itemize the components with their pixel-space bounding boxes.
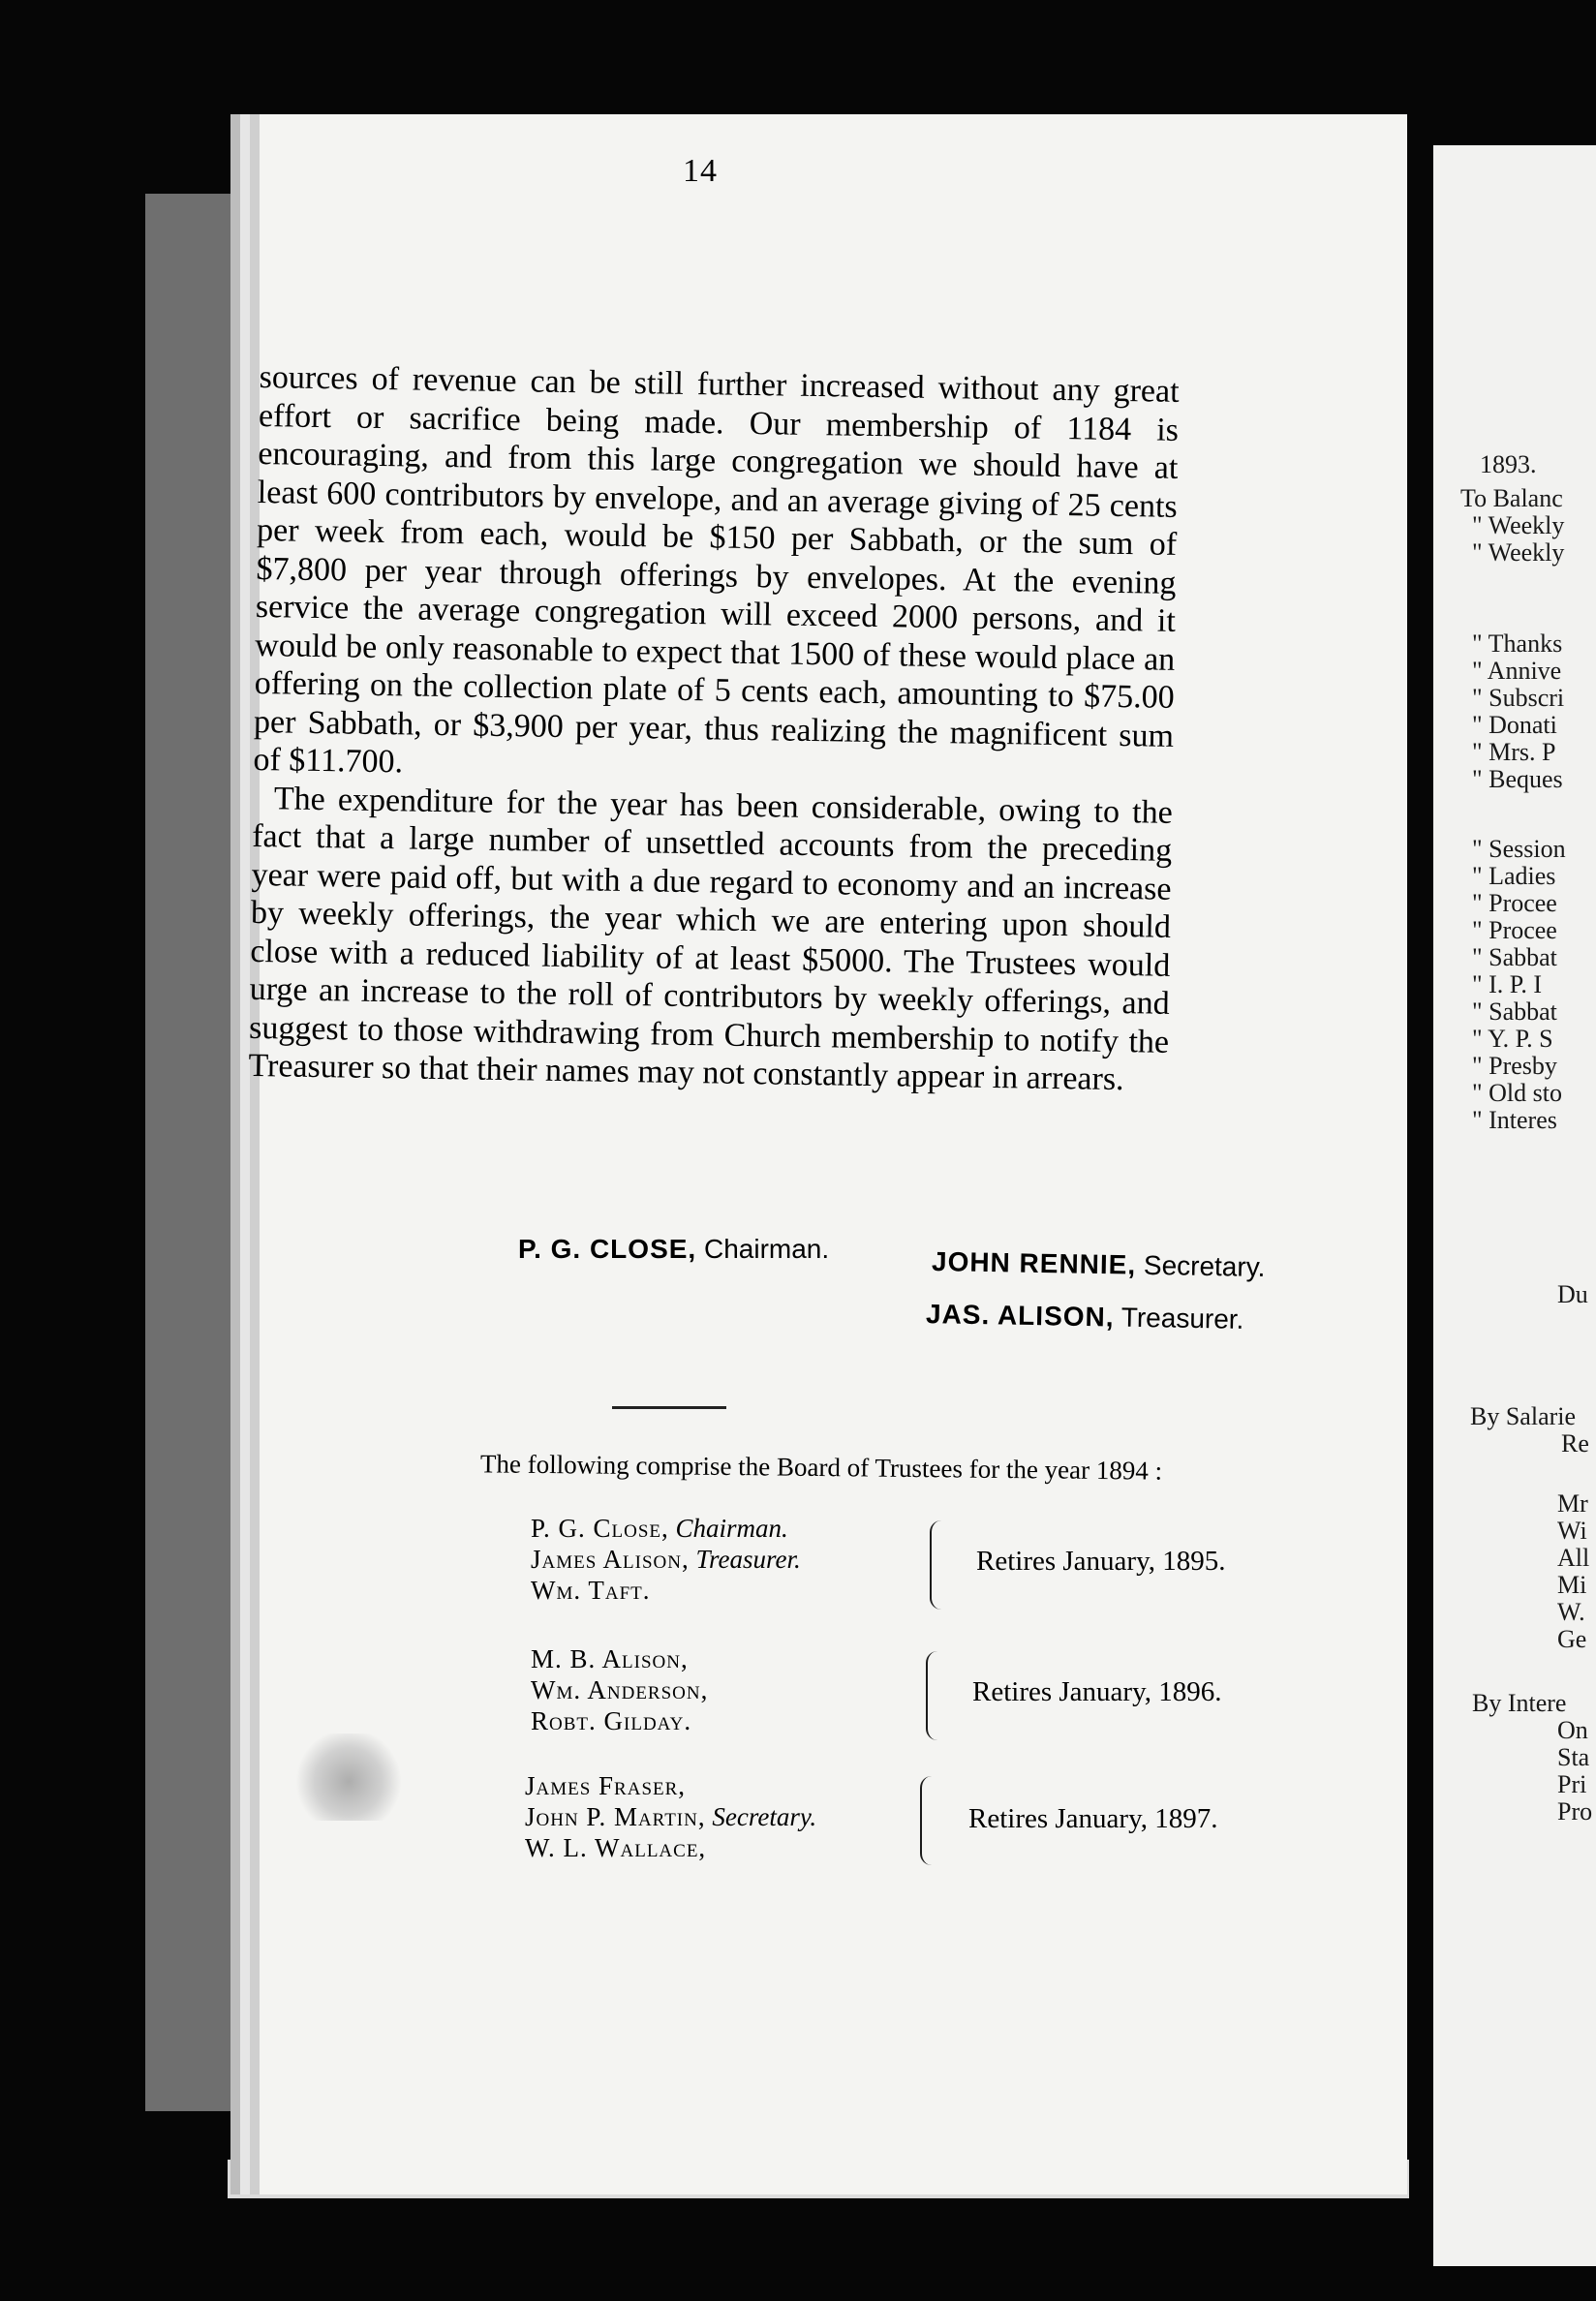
right-page-line: Re — [1561, 1429, 1589, 1457]
brace-group-2 — [926, 1651, 945, 1740]
trustee-entry — [531, 1575, 801, 1606]
right-page-line: " Interes — [1472, 1106, 1557, 1134]
retires-group-3: Retires January, 1897. — [968, 1803, 1218, 1834]
trustee-name: James Alison, — [531, 1545, 690, 1574]
board-intro: The following comprise the Board of Trustees for the year 1894 : — [479, 1449, 1163, 1486]
right-page-line: W. — [1557, 1598, 1585, 1626]
right-page-line: " Session — [1472, 835, 1566, 863]
right-page-line: " Procee — [1472, 889, 1557, 917]
trustee-name: W. L. Wallace, — [525, 1833, 707, 1862]
trustee-name: Robt. Gilday. — [531, 1706, 692, 1735]
right-page-line: " Sabbat — [1472, 943, 1557, 971]
right-page-line: Ge — [1557, 1625, 1587, 1653]
trustee-name: Wm. Taft. — [531, 1576, 651, 1605]
right-page-line: Pri — [1557, 1770, 1587, 1798]
trustee-name: Wm. Anderson, — [531, 1675, 709, 1704]
page-number: 14 — [683, 153, 718, 189]
right-page-line: " Procee — [1472, 916, 1557, 944]
brace-group-1 — [930, 1520, 949, 1610]
right-page-line: " Presby — [1472, 1052, 1557, 1080]
right-page-line: " Thanks — [1472, 629, 1563, 658]
right-page-line: All — [1557, 1544, 1590, 1572]
right-page-line: " Ladies — [1472, 862, 1556, 890]
trustee-entry — [525, 1801, 816, 1832]
right-page-line: " Donati — [1472, 711, 1557, 739]
trustee-entry — [531, 1513, 801, 1544]
right-page-year: 1893. — [1480, 450, 1537, 478]
paragraph-1: sources of revenue can be still further increased without any great effort or sacrifice being made. Our membership of 1184 is encouraging, and from this large congregation we should have at least 600 contributors by envelope, and an average giving of 25 cents per week from each, would be $150 per Sabbath, or the sum of $7,800 per year through offerings by envelopes. At the evening service the average congregation will exceed 2000 persons, and it would be only reasonable to expect that 1500 of these would place an offering on the collection plate of 5 cents each, amounting to $75.00 per Sabbath, or $3,900 per year, thus realizing the magnificent sum of $11.700. — [253, 358, 1180, 781]
trustee-entry — [531, 1544, 801, 1575]
trustee-name: James Fraser, — [525, 1771, 687, 1800]
right-page-line: " Sabbat — [1472, 997, 1557, 1026]
right-page-line: " Old sto — [1472, 1079, 1562, 1107]
signature-treasurer — [926, 1299, 1244, 1335]
right-page-line: Du — [1557, 1280, 1588, 1308]
right-page-line: Mr — [1557, 1489, 1588, 1518]
trustee-role: Chairman. — [675, 1514, 788, 1543]
trustee-group-2 — [531, 1643, 708, 1736]
right-page-line: By Intere — [1472, 1689, 1567, 1717]
retires-group-2: Retires January, 1896. — [972, 1676, 1222, 1707]
right-page-line: " I. P. I — [1472, 970, 1543, 998]
signature-chairman — [518, 1234, 829, 1265]
trustee-entry — [525, 1832, 816, 1863]
right-page-line: By Salarie — [1470, 1402, 1577, 1430]
ink-stain — [291, 1733, 407, 1821]
right-page-line: Pro — [1557, 1797, 1593, 1825]
right-page-line: " Annive — [1472, 657, 1562, 685]
treasurer-name: JAS. ALISON, — [925, 1299, 1115, 1333]
right-page-line: Wi — [1557, 1517, 1587, 1545]
secretary-title: Secretary. — [1143, 1249, 1266, 1283]
right-page-line: " Subscri — [1472, 684, 1565, 712]
right-page-line: To Balanc — [1460, 484, 1563, 512]
paragraph-2: The expenditure for the year has been considerable, owing to the fact that a large number of unsettled accounts from the preceding year were paid off, but with a due regard to economy and an increase by weekly offerings, the year which we are entering upon should close with a reduced liability of at least $5000. The Trustees would urge an increase to the roll of contributors by weekly offerings, and suggest to those withdrawing from Church membership to notify the Treasurer so that their names may not constantly appear in arrears. — [248, 780, 1174, 1098]
signature-secretary — [932, 1246, 1266, 1283]
trustee-entry — [531, 1674, 708, 1705]
right-page-line: " Beques — [1472, 765, 1563, 793]
chairman-title: Chairman. — [703, 1234, 830, 1264]
chairman-name: P. G. CLOSE, — [518, 1234, 697, 1264]
brace-group-3 — [920, 1776, 939, 1865]
trustee-group-3 — [525, 1770, 816, 1863]
trustee-role: Secretary. — [712, 1802, 817, 1831]
trustee-role: Treasurer. — [695, 1545, 801, 1574]
retires-group-1: Retires January, 1895. — [976, 1546, 1226, 1577]
right-page-line: " Mrs. P — [1472, 738, 1556, 766]
trustee-name: P. G. Close, — [531, 1514, 669, 1543]
trustee-entry — [531, 1643, 708, 1674]
trustee-entry — [525, 1770, 816, 1801]
right-page-line: " Weekly — [1472, 511, 1565, 539]
secretary-name: JOHN RENNIE, — [931, 1245, 1137, 1280]
right-page-line: Mi — [1557, 1571, 1587, 1599]
section-divider — [612, 1406, 726, 1409]
right-page-line: " Weekly — [1472, 538, 1565, 567]
right-page-line: On — [1557, 1716, 1588, 1744]
trustee-name: John P. Martin, — [525, 1802, 706, 1831]
trustee-name: M. B. Alison, — [531, 1644, 689, 1673]
right-page-line: " Y. P. S — [1472, 1025, 1553, 1053]
right-page-line: Sta — [1557, 1743, 1590, 1771]
body-text — [248, 358, 1180, 1099]
treasurer-title: Treasurer. — [1120, 1302, 1244, 1335]
trustee-entry — [531, 1705, 708, 1736]
trustee-group-1 — [531, 1513, 801, 1606]
book-edge-left — [145, 194, 252, 2111]
right-page — [1433, 145, 1596, 2266]
